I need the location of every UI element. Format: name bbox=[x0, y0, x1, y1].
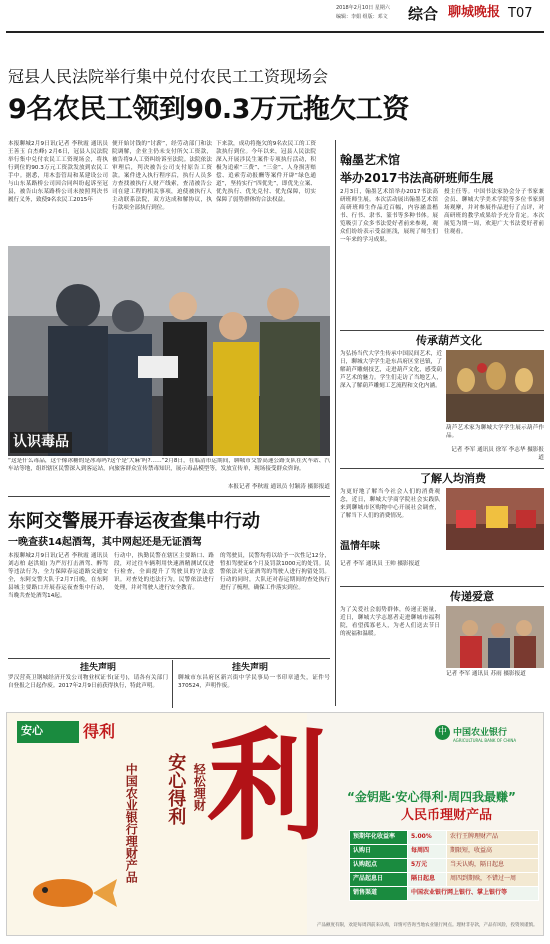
lead-headline: 9名农民工领到90.3万元拖欠工资 bbox=[8, 94, 409, 125]
ad-row-note: 周四到期赎，不错过一周 bbox=[447, 873, 539, 887]
page-header bbox=[0, 0, 550, 30]
section-name: 综合 bbox=[408, 5, 439, 23]
ad-product-table bbox=[349, 830, 539, 901]
ad-row-value: 每周四 bbox=[408, 845, 447, 859]
consumption-title: 了解人均消费 bbox=[420, 472, 486, 485]
notice2-title: 挂失声明 bbox=[232, 663, 269, 673]
ad-row-key: 产品起息日 bbox=[350, 873, 408, 887]
ad-right-slogan: “金钥匙·安心得利·周四我最赚” bbox=[347, 790, 516, 804]
gourd-title: 传承葫芦文化 bbox=[416, 334, 482, 347]
love-credit: 记者 李军 通讯员 苏雨 摄影报道 bbox=[446, 671, 526, 677]
traffic-body-col2: 行动中，执勤民警在辖区主要路口、路段，对过往车辆利用快速酒精测试仪进行检查，全面提升了驾驶员的守法意识。对查处的违法行为，民警依法进行处理，并对驾驶人进行安全教育。 bbox=[114, 553, 214, 591]
art-body-col2: 授主任等。中国书法家协会分子书家兼会员、聊城大学美术学院等多位书家到场观摩，并对参展作品进行了点评，对高研班的教学成果给予充分肯定。本次展览为期一周，欢迎广大书法爱好者前往观看。 bbox=[444, 189, 544, 235]
traffic-headline: 东阿交警展开春运夜查集中行动 bbox=[8, 511, 260, 532]
lead-kicker: 冠县人民法院举行集中兑付农民工工资现场会 bbox=[8, 67, 329, 86]
consumption-divider bbox=[340, 468, 544, 469]
consumption-credit: 记者 李军 通讯员 王帅 摄影报道 bbox=[340, 561, 420, 567]
notice-divider bbox=[8, 658, 330, 659]
ad-row-key: 预期年化收益率 bbox=[350, 831, 408, 845]
ad-big-character: 利 bbox=[207, 716, 327, 857]
notice2-text: 聊城市东昌府区新兴街中学民事局一书印章遗失，证件号370524，声明作废。 bbox=[178, 675, 330, 689]
ad-table-row bbox=[350, 845, 539, 859]
ad-table-row bbox=[350, 887, 539, 901]
gourd-photo-caption: 葫芦艺术家为聊城大学学生展示葫芦作品。 bbox=[446, 425, 544, 439]
art-kicker: 翰墨艺术馆 bbox=[340, 153, 401, 167]
love-title: 传递爱意 bbox=[450, 590, 494, 603]
issue-date: 2018年2月10日 星期六 bbox=[336, 5, 390, 11]
lead-body-col3: 下来款，成功将拖欠的9名农民工的工资款执行到位。今年以来，冠县人民法院深入开展涉民生案件专项执行活动，积极为追索“三费”、“三金”、人身损害赔偿、追索劳动报酬等案件开辟“绿色通道”，坚持实行“四优先”，即优先立案、优先执行、优先兑付、优先保障，切实保障了弱势群体的合法权益。 bbox=[216, 141, 316, 203]
ad-row-key: 认购日 bbox=[350, 845, 408, 859]
ad-slogan-anxin: 安心得利 bbox=[165, 753, 187, 825]
visit-illustration bbox=[446, 606, 544, 668]
love-divider bbox=[340, 586, 544, 587]
traffic-body-col1: 本报聊城2月9日讯(记者 李秋霞 通讯员 刘志柏 赵洪娟) 为严厉打击酒驾、醉驾等违法行为，全力保障春运道路交通安全，东阿交警大队于2月7日晚，在东阿县城主要路口开展春运夜查集中行动，当晚共查处酒驾14起。 bbox=[8, 553, 108, 599]
consumption-body: 为更好地了解当今社会人们的消费观念，近日，聊城大学商学院社会实践队来到聊城市区购物中心开展社会调查，了解当下人们的消费情况。 bbox=[340, 489, 440, 519]
ad-goldfish-illustration bbox=[13, 863, 123, 923]
notice1-title: 挂失声明 bbox=[80, 663, 117, 673]
lead-body-col1: 本报聊城2月9日讯(记者 李秋霞 通讯员 王善玉 白杰峰) 2月6日，冠县人民法院举行集中兑付农民工工资现场会，将执行到位的90.3万元工资款发放到农民工手中。据悉，用木套管局和某建设公司与山东某路桥公司因合同纠纷起诉至冠县，被告山东某路桥公司未按照判决书履行义务，致使9名农民工2015年 bbox=[8, 141, 108, 203]
ad-row-key: 认购起点 bbox=[350, 859, 408, 873]
ad-row-note: 农行王牌理财产品 bbox=[447, 831, 539, 845]
photo-credit: 本报记者 李秋霞 通讯员 付颖涛 摄影报道 bbox=[227, 484, 330, 490]
ad-footer-text: 产品额度有限，欢迎每周四前来认购，详情可咨询当地农业银行网点。理财非存款，产品有风险，投资须谨慎。 bbox=[317, 923, 538, 928]
consumption-photo bbox=[446, 488, 544, 550]
newspaper-logo: 聊城晚报 bbox=[448, 5, 501, 20]
love-photo bbox=[446, 606, 544, 668]
gourd-body: 为弘扬当代大学生传承中国民间艺术，近日，聊城大学学生赴东昌府区堂邑镇，了解葫芦雕刻技艺，走进葫芦文化，感受葫芦艺术的魅力。学生们走访了当地艺人，深入了解葫芦雕刻工艺流程和文化内涵。 bbox=[340, 351, 442, 389]
photo-illustration bbox=[8, 246, 330, 456]
ad-badge-anxin: 安心 bbox=[17, 721, 79, 743]
ad-row-note: 当天认购，隔日起息 bbox=[447, 859, 539, 873]
traffic-subhead: 一晚查获14起酒驾，其中网起还是无证酒驾 bbox=[8, 537, 202, 548]
market-illustration bbox=[446, 488, 544, 550]
ad-row-note: 期限短，收益高 bbox=[447, 845, 539, 859]
ad-row-value: 5.00% bbox=[408, 831, 447, 845]
drug-education-photo bbox=[8, 246, 330, 456]
ad-row-value: 5万元 bbox=[408, 859, 447, 873]
bank-advertisement bbox=[6, 712, 544, 936]
gourd-credit: 记者 李军 通讯员 徐军 李志华 摄影报道 bbox=[451, 447, 544, 461]
ad-table-row bbox=[350, 873, 539, 887]
notice1-text: 罗汉营英卫钢城经济开发公司物业权证书(证号)，请各有关部门自登报之日起作废。2017年2月9日前获得执行，特此声明。 bbox=[8, 675, 168, 689]
notice-column-rule bbox=[172, 660, 173, 708]
gourd-divider bbox=[340, 330, 544, 331]
ad-badge-deli: 得利 bbox=[83, 722, 116, 741]
photo-caption-text: “这是什么毒品，这个像冰糖的是冰毒吗?这个是‘大麻’吗?……”2月8日，在临清市运期间，聊城市交警高速公路支队在火车站、汽车站等地，组织辖区民警深入到客运站，向旅客群众宣传禁毒知识，展示毒品模型等，发放宣传单，现场接受群众咨询。 bbox=[8, 458, 330, 472]
ad-row-value: 隔日起息 bbox=[408, 873, 447, 887]
lead-body-col2: 便开始讨钱的“讨薪”，经劳动部门和法院调解，企业主仍未支付所欠工资款，被告将9人工资纠纷诉至法院。法院依法审理后，判决被告公司支付原告工资款。案件进入执行程序后，执行人员多方查找被执行人财产线索，查清被告公司在建工程的相关事项，迫使被执行人主动联系法院，双方达成和解协议，执行款项全部执行到位。 bbox=[112, 141, 212, 211]
page-number: T07 bbox=[508, 6, 533, 21]
right-column-rule bbox=[335, 140, 336, 706]
ad-right-subtitle: 人民币理财产品 bbox=[401, 808, 493, 823]
bank-name: 中国农业银行 bbox=[453, 728, 508, 738]
love-body: 为了关爱社会弱势群体，传递正能量，近日，聊城大学志愿者走进聊城市福利院，看望孤寡老人，为老人们送去节日的祝福和温暖。 bbox=[340, 607, 440, 637]
bank-name-en: AGRICULTURAL BANK OF CHINA bbox=[453, 738, 517, 743]
gourd-photo bbox=[446, 350, 544, 422]
ad-table-row bbox=[350, 859, 539, 873]
photo-overlay-title: 认识毒品 bbox=[10, 432, 72, 453]
gourd-illustration bbox=[446, 350, 544, 422]
ad-table-row bbox=[350, 831, 539, 845]
ad-row-key: 销售渠道 bbox=[350, 887, 408, 901]
warm-title: 温情年味 bbox=[340, 541, 380, 552]
ad-product-vertical: 中国农业银行理财产品 bbox=[124, 763, 139, 883]
traffic-body-col3: 的驾驶员，民警均将以给予一次性记12分，暂扣驾驶证6个月及罚款1000元的处罚。民警依法对无证酒驾的驾驶人进行拘留处罚。行动的同时，大队还对春运期间的查处执行进行了梳理，确保工作落实到位。 bbox=[220, 553, 330, 591]
ad-row-value: 中国农业银行网上银行、掌上银行等 bbox=[408, 887, 539, 901]
section-divider bbox=[8, 496, 330, 497]
header-rule bbox=[6, 31, 544, 33]
ad-slogan-licai: 轻松理财 bbox=[192, 763, 207, 811]
art-title: 举办2017书法高研班师生展 bbox=[340, 171, 494, 185]
abc-logo-icon: 中 bbox=[435, 725, 450, 740]
editors-line: 编辑：李娟 组版：邓文 bbox=[336, 14, 388, 20]
art-body-col1: 2月3日，翰墨艺术馆举办2017书法高研班师生展。本次活动展出翰墨艺术馆高研班师生作品近百幅，内容涵盖楷书、行书、隶书、篆书等多种书体。展览吸引了众多书法爱好者前来参观，观众们纷纷表示受益匪浅，展现了师生们一年来的学习成果。 bbox=[340, 189, 438, 243]
